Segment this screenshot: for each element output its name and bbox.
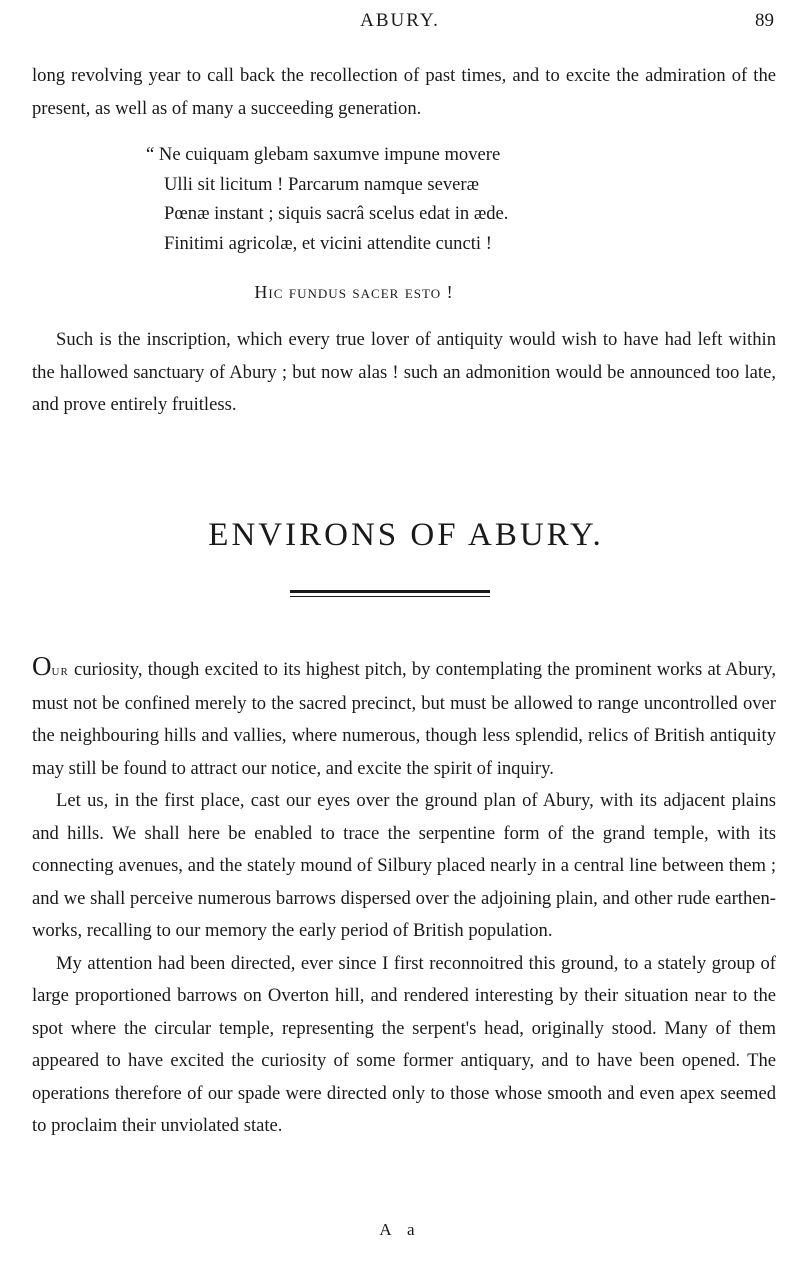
latin-inscription — [146, 140, 706, 258]
title-rule-thick — [290, 590, 490, 593]
inscription-line-3: Pœnæ instant ; siquis sacrâ scelus edat in æde. — [164, 203, 509, 224]
body-paragraph-1 — [32, 650, 776, 785]
title-rule-thin — [290, 596, 490, 597]
inscription-line-4: Finitimi agricolæ, et vicini attendite cuncti ! — [164, 232, 492, 254]
body-text — [32, 650, 776, 1143]
inscription-closing: Hic fundus sacer esto ! — [254, 282, 454, 302]
section-title: ENVIRONS OF ABURY. — [208, 517, 604, 553]
page-number: 89 — [755, 10, 774, 31]
inscription-line-2: Ulli sit licitum ! Parcarum namque severæ — [164, 173, 479, 195]
paragraph-1-text: curiosity, though excited to its highest pitch, by contemplating the prominent works at Abury, must not be confined merely to the sacred precinct, but must be allowed to range uncontrolled over the neighbouring hills and vallies, where numerous, though less splendid, relics of British antiquity may still be found to attract our notice, and excite the spirit of inquiry. — [32, 659, 776, 779]
body-paragraph-2: Let us, in the first place, cast our eyes over the ground plan of Abury, with its adjacent plains and hills. We shall here be enabled to trace the serpentine form of the grand temple, with its connecting avenues, and the stately mound of Silbury placed nearly in a central line between them ; and we shall perceive numerous barrows dispersed over the adjoining plain, and other rude earthen-works, recalling to our memory the early period of British population. — [32, 790, 776, 941]
comment-text: Such is the inscription, which every true lover of antiquity would wish to have had left within the hallowed sanctuary of Abury ; but now alas ! such an admonition would be announced too late, and prove entirely fruitless. — [32, 329, 776, 415]
intro-text: long revolving year to call back the recollection of past times, and to excite the admiration of the present, as well as of many a succeeding generation. — [32, 65, 776, 119]
running-title: ABURY. — [360, 10, 440, 31]
body-paragraph-3: My attention had been directed, ever since I first reconnoitred this ground, to a stately group of large proportioned barrows on Overton hill, and rendered interesting by their situation near to the spot where the circular temple, representing the serpent's head, originally stood. Many of them appeared to have excited the curiosity of some former antiquary, and to have been opened. The operations therefore of our spade were directed only to those whose smooth and even apex seemed to proclaim their unviolated state. — [32, 952, 776, 1136]
initial-letter: O — [32, 651, 52, 681]
signature-mark: A a — [379, 1220, 421, 1239]
running-head — [0, 10, 800, 40]
initial-smallcaps: ur — [51, 663, 69, 679]
inscription-line-1: “ Ne cuiquam glebam saxumve impune movere — [146, 144, 501, 165]
intro-paragraph — [32, 60, 776, 125]
comment-paragraph — [32, 324, 776, 422]
